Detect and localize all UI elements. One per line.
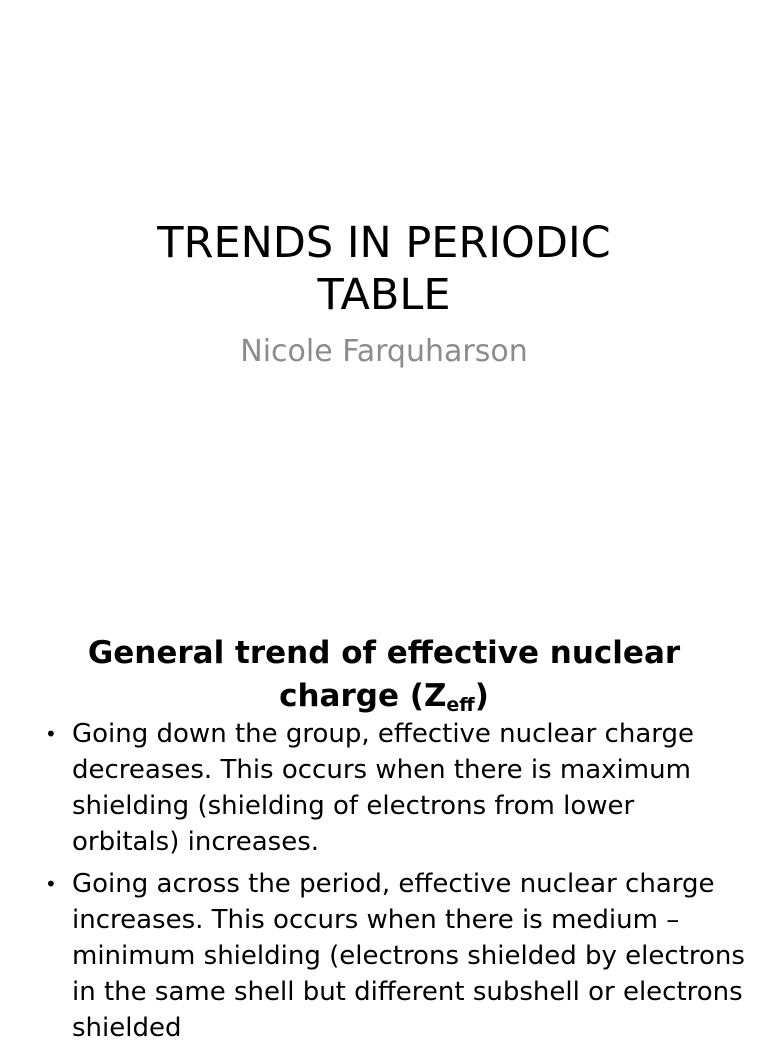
bullet-item (0, 866, 768, 1046)
title-line-1: TRENDS IN PERIODIC (157, 217, 611, 268)
zeff-subscript: eff (446, 693, 475, 716)
bullet-text: Going down the group, effective nuclear charge decreases. This occurs when there is maximum shielding (shielding of electrons from lower orbitals) increases. (72, 719, 694, 857)
bullet-text: Going across the period, effective nuclear charge increases. This occurs when there is medium – minimum shielding (electrons shielded by electrons in the same shell but different subshell or electrons shielded (72, 869, 745, 1043)
slide-title (0, 632, 768, 718)
slide-title-suffix: ) (474, 677, 489, 714)
author-name: Nicole Farquharson (240, 334, 528, 369)
slide-title-line-2 (0, 675, 768, 718)
slide-title-line-1: General trend of effective nuclear (87, 634, 681, 671)
bullet-list (0, 716, 768, 1052)
slide-title-prefix: charge (Z (279, 677, 447, 714)
content-slide (0, 576, 768, 1043)
presentation-title (0, 217, 768, 321)
bullet-dot-icon: • (45, 872, 57, 896)
title-line-2: TABLE (317, 269, 451, 320)
bullet-item (0, 716, 768, 860)
bullet-dot-icon: • (45, 722, 57, 746)
